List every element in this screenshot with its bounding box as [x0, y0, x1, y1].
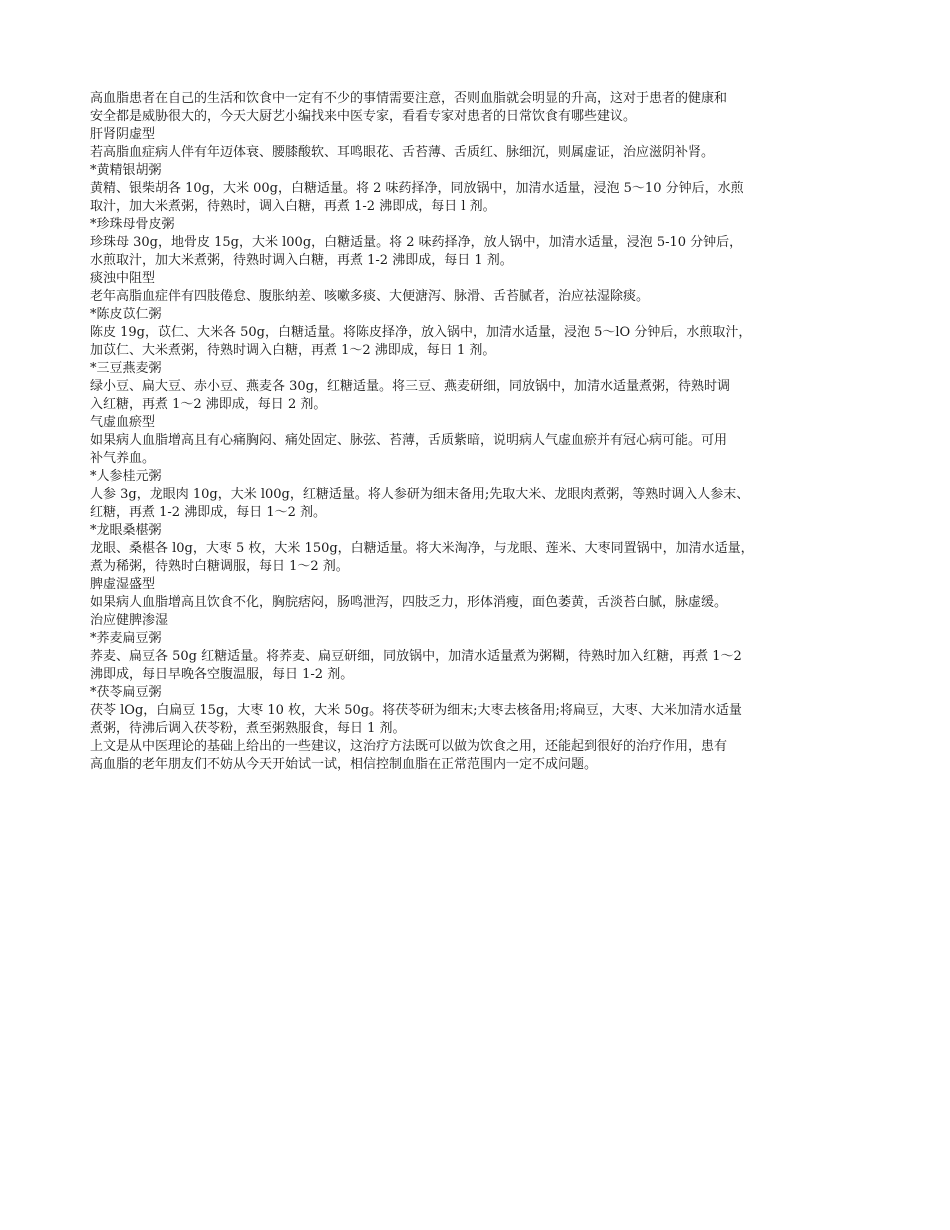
recipe-text: 茯苓 lOg，白扁豆 15g，大枣 10 枚，大米 50g。将茯苓研为细末;大枣去核备用;将扁豆，大枣、大米加清水适量: [90, 703, 742, 718]
recipe-text: 煮为稀粥，待熟时白糖调服，每日 1～2 剂。: [90, 559, 349, 574]
recipe-text: 珍珠母 30g，地骨皮 15g，大米 l00g，白糖适量。将 2 味药择净，放人锅中，加清水适量，浸泡 5-10 分钟后，: [90, 235, 743, 250]
recipe-text: 龙眼、桑椹各 l0g，大枣 5 枚，大米 150g，白糖适量。将大米淘净，与龙眼、莲米、大枣同置锅中，加清水适量，: [90, 541, 754, 556]
section-description: 治应健脾渗湿: [90, 613, 169, 628]
conclusion-line-2: 高血脂的老年朋友们不妨从今天开始试一试，相信控制血脂在正常范围内一定不成问题。: [90, 757, 598, 772]
recipe-title: *茯苓扁豆粥: [90, 685, 162, 700]
conclusion-line-1: 上文是从中医理论的基础上给出的一些建议，这治疗方法既可以做为饮食之用，还能起到很好的治疗作用，患有: [90, 739, 728, 754]
recipe-title: *三豆燕麦粥: [90, 361, 162, 376]
recipe-text: 加苡仁、大米煮粥，待熟时调入白糖，再煮 1～2 沸即成，每日 1 剂。: [90, 343, 496, 358]
section-description: 老年高脂血症伴有四肢倦怠、腹胀纳差、咳嗽多痰、大便溏泻、脉滑、舌苔腻者，治应祛湿除痰。: [90, 289, 650, 304]
section-description: 如果病人血脂增高且饮食不化，胸脘痞闷，肠鸣泄泻，四肢乏力，形体消瘦，面色萎黄，舌淡苔白腻，脉虚缓。: [90, 595, 728, 610]
document-body: [90, 90, 880, 774]
recipe-text: 荞麦、扁豆各 50g 红糖适量。将荞麦、扁豆研细，同放锅中，加清水适量煮为粥糊，待熟时加入红糖，再煮 1～2: [90, 649, 742, 664]
section-heading-phlegm: 痰浊中阻型: [90, 271, 156, 286]
recipe-text: 黄精、银柴胡各 10g，大米 00g，白糖适量。将 2 味药择净，同放锅中，加清水适量，浸泡 5～10 分钟后，水煎: [90, 181, 744, 196]
recipe-title: *黄精银胡粥: [90, 163, 162, 178]
recipe-text: 水煎取汁，加大米煮粥，待熟时调入白糖，再煮 1-2 沸即成，每日 1 剂。: [90, 253, 513, 268]
section-heading-spleen: 脾虚湿盛型: [90, 577, 156, 592]
recipe-title: *珍珠母骨皮粥: [90, 217, 175, 232]
recipe-text: 煮粥，待沸后调入茯苓粉，煮至粥熟服食，每日 1 剂。: [90, 721, 406, 736]
recipe-title: *人参桂元粥: [90, 469, 162, 484]
section-description: 如果病人血脂增高且有心痛胸闷、痛处固定、脉弦、苔薄，舌质紫暗，说明病人气虚血瘀并有冠心病可能。可用: [90, 433, 728, 448]
intro-line-2: 安全都是威胁很大的，今天大厨艺小编找来中医专家，看看专家对患者的日常饮食有哪些建议。: [90, 109, 637, 124]
recipe-title: *荞麦扁豆粥: [90, 631, 162, 646]
recipe-text: 陈皮 19g，苡仁、大米各 50g，白糖适量。将陈皮择净，放入锅中，加清水适量，浸泡 5～lO 分钟后，水煎取汁，: [90, 325, 752, 340]
recipe-title: *龙眼桑椹粥: [90, 523, 162, 538]
section-description: 补气养血。: [90, 451, 156, 466]
recipe-text: 沸即成，每日早晚各空腹温服，每日 1-2 剂。: [90, 667, 354, 682]
recipe-text: 取汁，加大米煮粥，待熟时，调入白糖，再煮 1-2 沸即成，每日 l 剂。: [90, 199, 496, 214]
recipe-text: 人参 3g，龙眼肉 10g，大米 l00g，红糖适量。将人参研为细末备用;先取大米、龙眼肉煮粥，等熟时调入人参末、: [90, 487, 750, 502]
section-heading-qi-blood: 气虚血瘀型: [90, 415, 156, 430]
section-heading-liver-kidney: 肝肾阴虚型: [90, 127, 156, 142]
recipe-text: 入红糖，再煮 1～2 沸即成，每日 2 剂。: [90, 397, 327, 412]
recipe-text: 红糖，再煮 1-2 沸即成，每日 1～2 剂。: [90, 505, 327, 520]
intro-line-1: 高血脂患者在自己的生活和饮食中一定有不少的事情需要注意，否则血脂就会明显的升高，这对于患者的健康和: [90, 91, 728, 106]
recipe-text: 绿小豆、扁大豆、赤小豆、燕麦各 30g，红糖适量。将三豆、燕麦研细，同放锅中，加清水适量煮粥，待熟时调: [90, 379, 730, 394]
recipe-title: *陈皮苡仁粥: [90, 307, 162, 322]
section-description: 若高脂血症病人伴有年迈体衰、腰膝酸软、耳鸣眼花、舌苔薄、舌质红、脉细沉，则属虚证，治应滋阴补肾。: [90, 145, 715, 160]
